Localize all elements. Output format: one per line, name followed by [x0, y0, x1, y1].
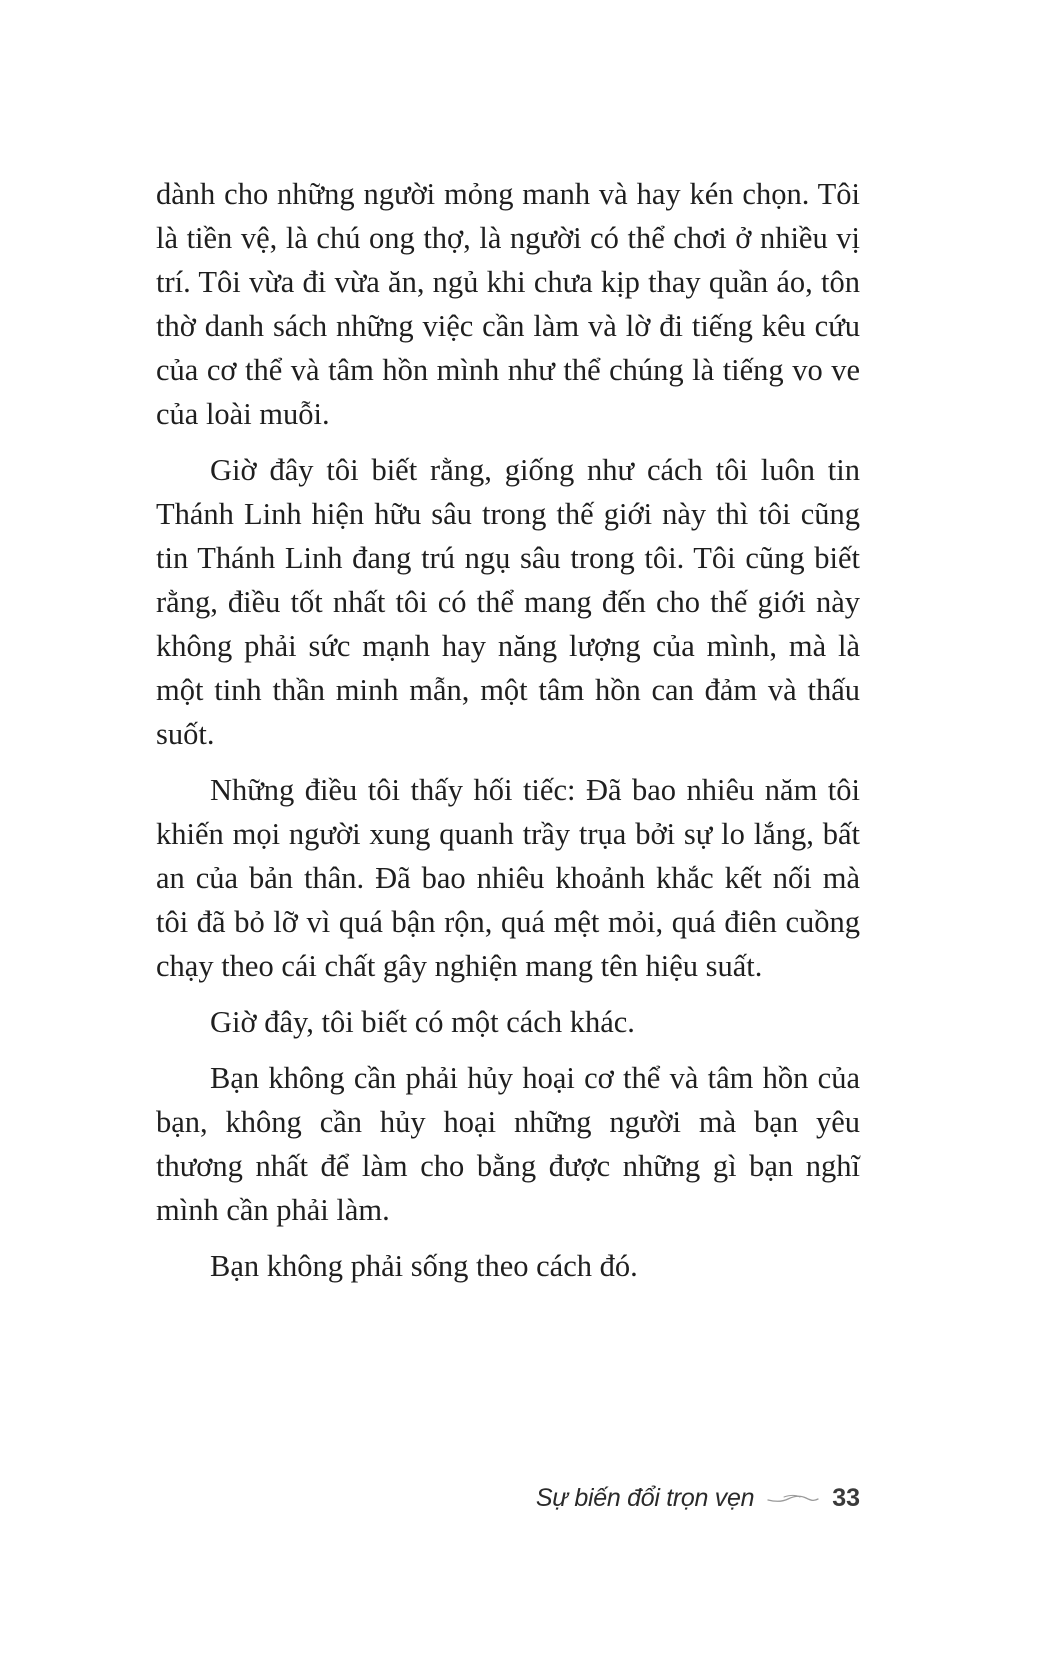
paragraph-1: dành cho những người mỏng manh và hay kén chọn. Tôi là tiền vệ, là chú ong thợ, là người có thể chơi ở nhiều vị trí. Tôi vừa đi vừa ăn, ngủ khi chưa kịp thay quần áo, tôn thờ danh sách những việc cần làm và lờ đi tiếng kêu cứu của cơ thể và tâm hồn mình như thể chúng là tiếng vo ve của loài muỗi. [156, 177, 860, 431]
paragraph-3: Những điều tôi thấy hối tiếc: Đã bao nhiêu năm tôi khiến mọi người xung quanh trầy trụa bởi sự lo lắng, bất an của bản thân. Đã bao nhiêu khoảnh khắc kết nối mà tôi đã bỏ lỡ vì quá bận rộn, quá mệt mỏi, quá điên cuồng chạy theo cái chất gây nghiện mang tên hiệu suất. [156, 773, 860, 983]
paragraph-5: Bạn không cần phải hủy hoại cơ thể và tâm hồn của bạn, không cần hủy hoại những người mà bạn yêu thương nhất để làm cho bằng được những gì bạn nghĩ mình cần phải làm. [156, 1061, 860, 1227]
wave-ornament-icon [766, 1491, 820, 1505]
paragraph-4: Giờ đây, tôi biết có một cách khác. [210, 1005, 635, 1039]
page-footer [500, 1478, 860, 1518]
body-text [156, 172, 860, 1300]
running-title: Sự biến đổi trọn vẹn [535, 1483, 755, 1512]
paragraph-2: Giờ đây tôi biết rằng, giống như cách tôi luôn tin Thánh Linh hiện hữu sâu trong thế giới này thì tôi cũng tin Thánh Linh đang trú ngụ sâu trong tôi. Tôi cũng biết rằng, điều tốt nhất tôi có thể mang đến cho thế giới này không phải sức mạnh hay năng lượng của mình, mà là một tinh thần minh mẫn, một tâm hồn can đảm và thấu suốt. [156, 453, 860, 751]
paragraph-6: Bạn không phải sống theo cách đó. [210, 1249, 638, 1283]
page-number: 33 [832, 1483, 860, 1512]
